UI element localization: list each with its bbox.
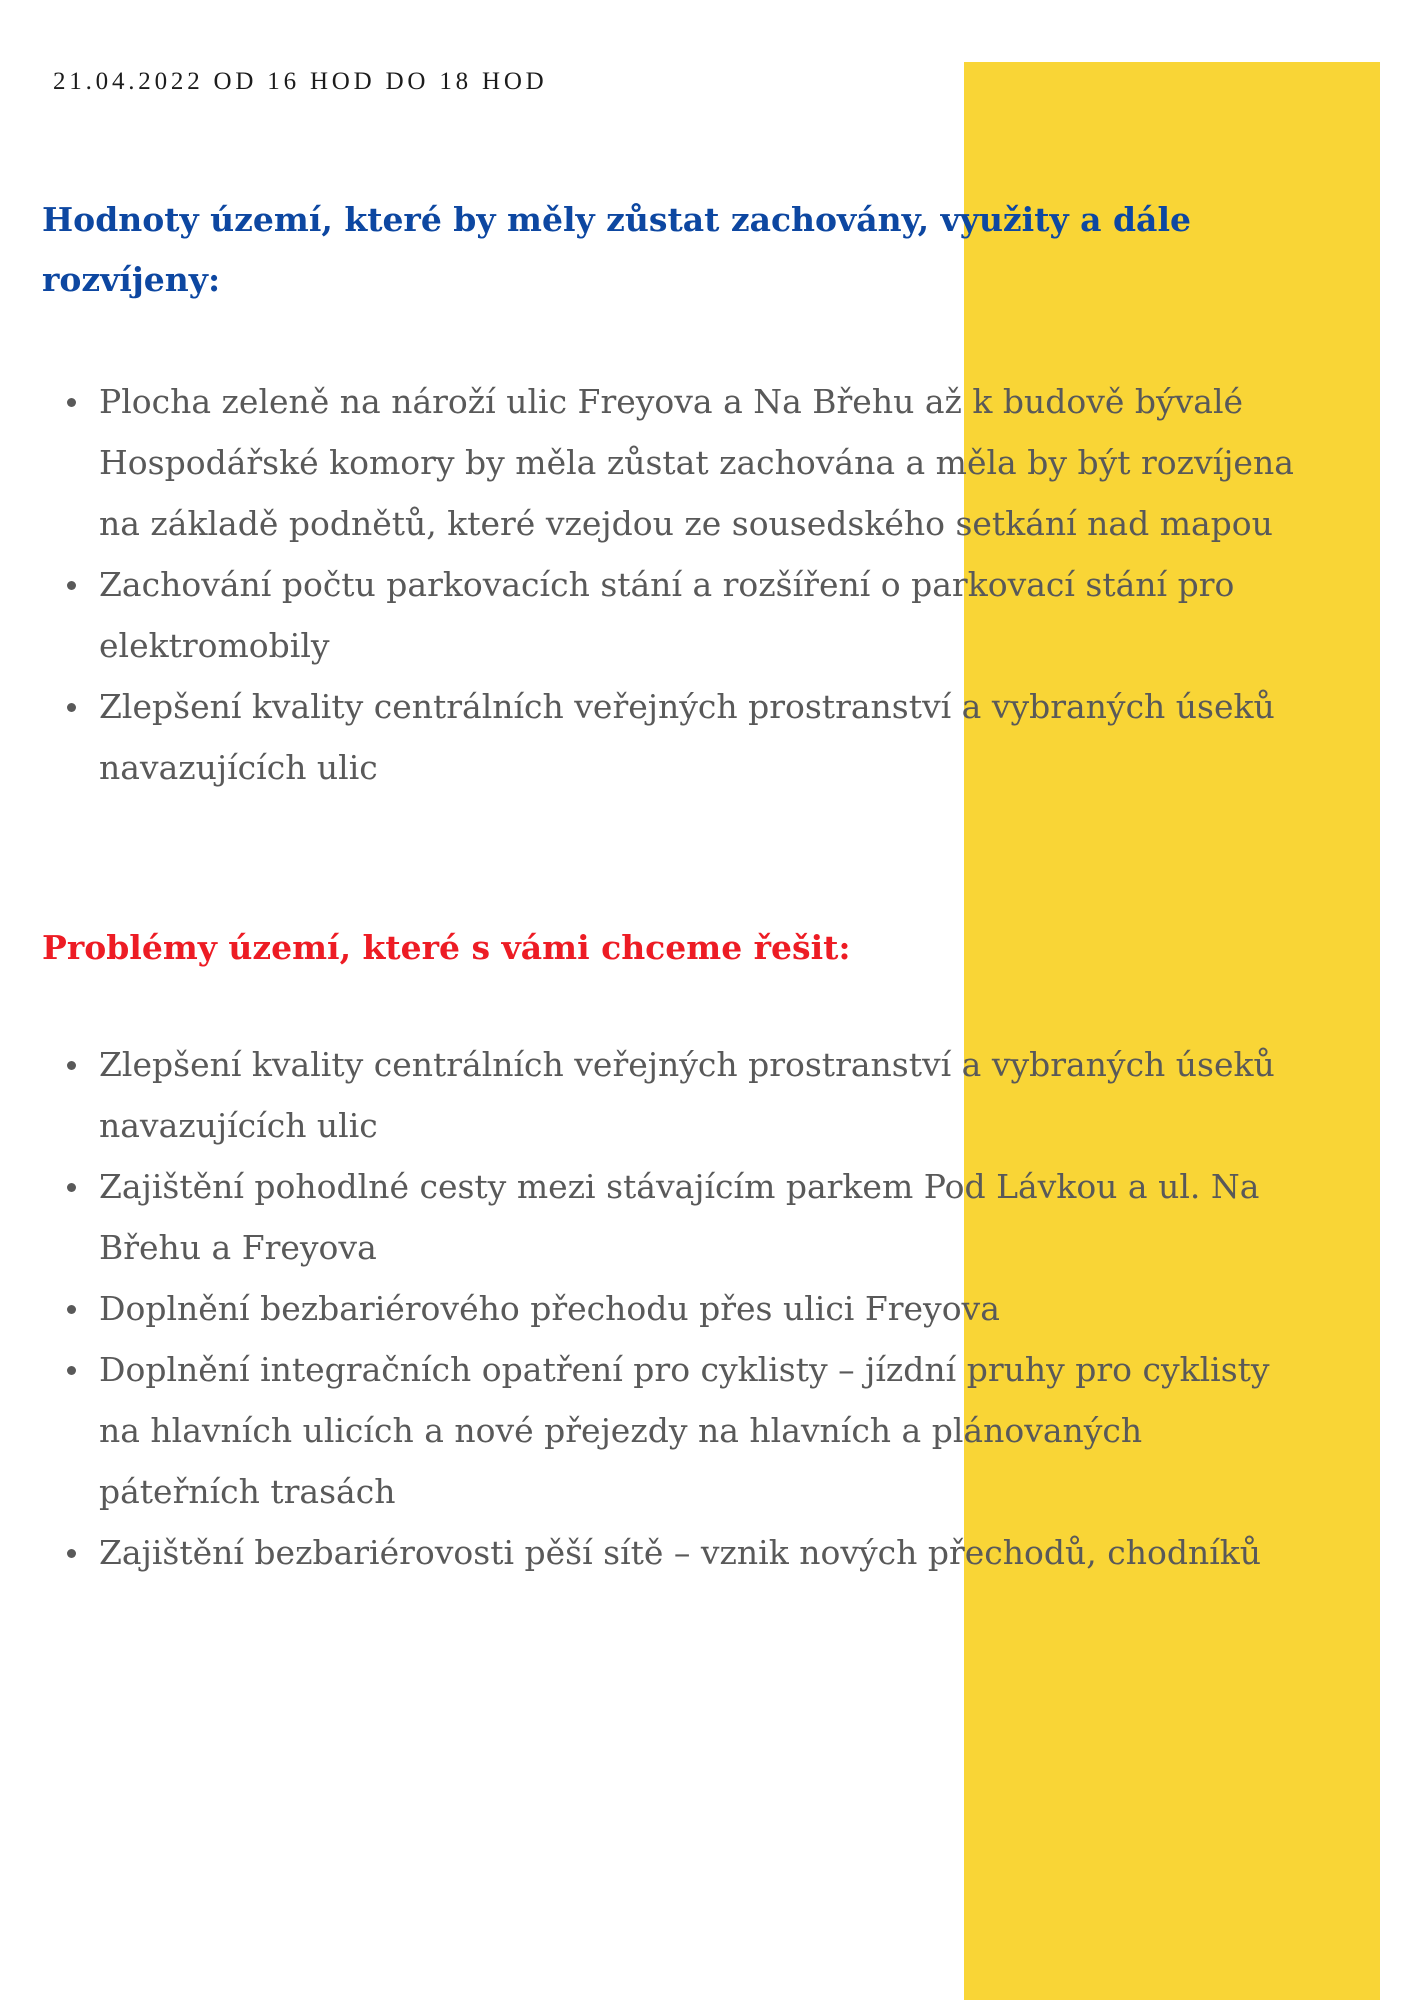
problems-list-item xyxy=(60,1278,1380,1339)
list-item-line: Zachování počtu parkovacích stání a rozšíření o parkovací stání pro xyxy=(99,565,1235,604)
bullet-icon xyxy=(67,398,76,407)
values-list xyxy=(60,371,1380,798)
list-item-line: Zajištění pohodlné cesty mezi stávajícím parkem Pod Lávkou a ul. Na xyxy=(99,1167,1260,1206)
list-item-line: páteřních trasách xyxy=(99,1472,396,1511)
bullet-icon xyxy=(67,1305,76,1314)
problems-heading: Problémy území, které s vámi chceme řešit: xyxy=(42,928,851,967)
bullet-icon xyxy=(67,1183,76,1192)
event-date-time: 21.04.2022 OD 16 HOD DO 18 HOD xyxy=(53,68,548,95)
values-heading xyxy=(42,190,1192,310)
bullet-icon xyxy=(67,1549,76,1558)
list-item-line: Zlepšení kvality centrálních veřejných prostranství a vybraných úseků xyxy=(99,1045,1275,1084)
values-list-item xyxy=(60,371,1380,554)
values-heading-line-1: Hodnoty území, které by měly zůstat zachovány, využity a dále xyxy=(42,200,1191,239)
bullet-icon xyxy=(67,1366,76,1375)
problems-list-item xyxy=(60,1339,1380,1522)
list-item-line: Plocha zeleně na nároží ulic Freyova a Na Břehu až k budově bývalé xyxy=(99,382,1244,421)
list-item-line: na hlavních ulicích a nové přejezdy na hlavních a plánovaných xyxy=(99,1411,1143,1450)
list-item-line: Hospodářské komory by měla zůstat zachována a měla by být rozvíjena xyxy=(99,443,1294,482)
list-item-line: navazujících ulic xyxy=(99,748,378,787)
bullet-icon xyxy=(67,703,76,712)
bullet-icon xyxy=(67,1061,76,1070)
list-item-line: Břehu a Freyova xyxy=(99,1228,377,1267)
problems-list-item xyxy=(60,1156,1380,1278)
list-item-line: Doplnění integračních opatření pro cyklisty – jízdní pruhy pro cyklisty xyxy=(99,1350,1270,1389)
list-item-line: na základě podnětů, které vzejdou ze sousedského setkání nad mapou xyxy=(99,504,1273,543)
list-item-line: Doplnění bezbariérového přechodu přes ulici Freyova xyxy=(99,1289,1000,1328)
list-item-line: elektromobily xyxy=(99,626,330,665)
problems-list xyxy=(60,1034,1380,1583)
list-item-line: Zajištění bezbariérovosti pěší sítě – vznik nových přechodů, chodníků xyxy=(99,1533,1262,1572)
list-item-line: Zlepšení kvality centrálních veřejných prostranství a vybraných úseků xyxy=(99,687,1275,726)
bullet-icon xyxy=(67,581,76,590)
problems-list-item xyxy=(60,1034,1380,1156)
values-heading-line-2: rozvíjeny: xyxy=(42,260,221,299)
values-list-item xyxy=(60,554,1380,676)
problems-list-item xyxy=(60,1522,1380,1583)
values-list-item xyxy=(60,676,1380,798)
list-item-line: navazujících ulic xyxy=(99,1106,378,1145)
